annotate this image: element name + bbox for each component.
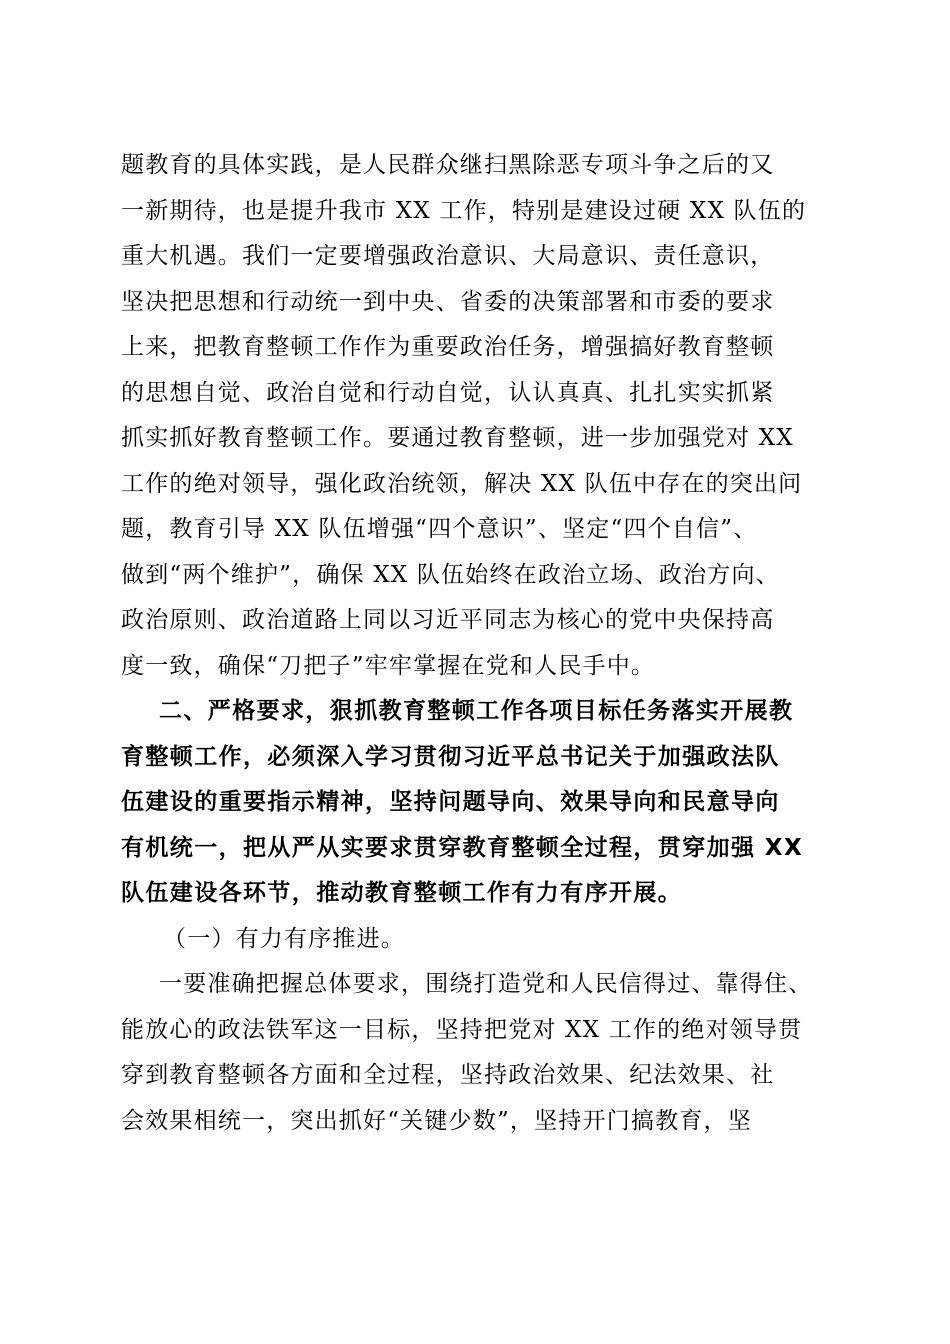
subheading-1 (121, 917, 831, 963)
text-line: 穿到教育整顿各方面和全过程，坚持政治效果、纪法效果、社 (121, 1062, 775, 1088)
text-line: 能放心的政法铁军这一目标，坚持把党对 XX 工作的绝对领导贯 (121, 1016, 803, 1043)
text-line: 队伍建设各环节，推动教育整顿工作有力有序开展。 (121, 880, 683, 906)
text-line: 坚决把思想和行动统一到中央、省委的决策部署和市委的要求 (121, 288, 775, 315)
text-line: 会效果相统一，突出抓好“关键少数”，坚持开门搞教育，坚 (121, 1107, 752, 1134)
text-line: 二、严格要求，狠抓教育整顿工作各项目标任务落实开展教 (159, 698, 794, 724)
text-line: 度一致，确保“刀把子”牢牢掌握在党和人民手中。 (121, 652, 656, 679)
text-line: 伍建设的重要指示精神，坚持问题导向、效果导向和民意导向 (121, 789, 780, 815)
text-line: 做到“两个维护”，确保 XX 队伍始终在政治立场、政治方向、 (121, 561, 780, 588)
text-line: 题，教育引导 XX 队伍增强“四个意识”、坚定“四个自信”、 (121, 516, 758, 542)
paragraph-3 (121, 962, 831, 1144)
text-line: 政治原则、政治道路上同以习近平同志为核心的党中央保持高 (121, 607, 775, 633)
text-line: （一）有力有序推进。 (163, 925, 405, 952)
document-body (121, 143, 831, 1144)
paragraph-1 (121, 143, 831, 689)
section-2-heading-paragraph (121, 689, 831, 917)
text-line: 一要准确把握总体要求，围绕打造党和人民信得过、靠得住、 (159, 971, 813, 997)
text-line: 题教育的具体实践，是人民群众继扫黑除恶专项斗争之后的又 (121, 152, 775, 178)
text-line: 上来，把教育整顿工作作为重要政治任务，增强搞好教育整顿 (121, 334, 775, 360)
text-line: 重大机遇。我们一定要增强政治意识、大局意识、责任意识， (121, 243, 775, 269)
text-line: 育整顿工作，必须深入学习贯彻习近平总书记关于加强政法队 (121, 743, 780, 770)
text-line: 工作的绝对领导，强化政治统领，解决 XX 队伍中存在的突出问 (121, 470, 803, 497)
text-line: 一新期待，也是提升我市 XX 工作，特别是建设过硬 XX 队伍的 (121, 197, 807, 224)
text-line: 的思想自觉、政治自觉和行动自觉，认认真真、扎扎实实抓紧 (121, 379, 775, 406)
text-line: 有机统一，把从严从实要求贯穿教育整顿全过程，贯穿加强 XX (121, 834, 804, 861)
text-line: 抓实抓好教育整顿工作。要通过教育整顿，进一步加强党对 XX (121, 425, 794, 451)
